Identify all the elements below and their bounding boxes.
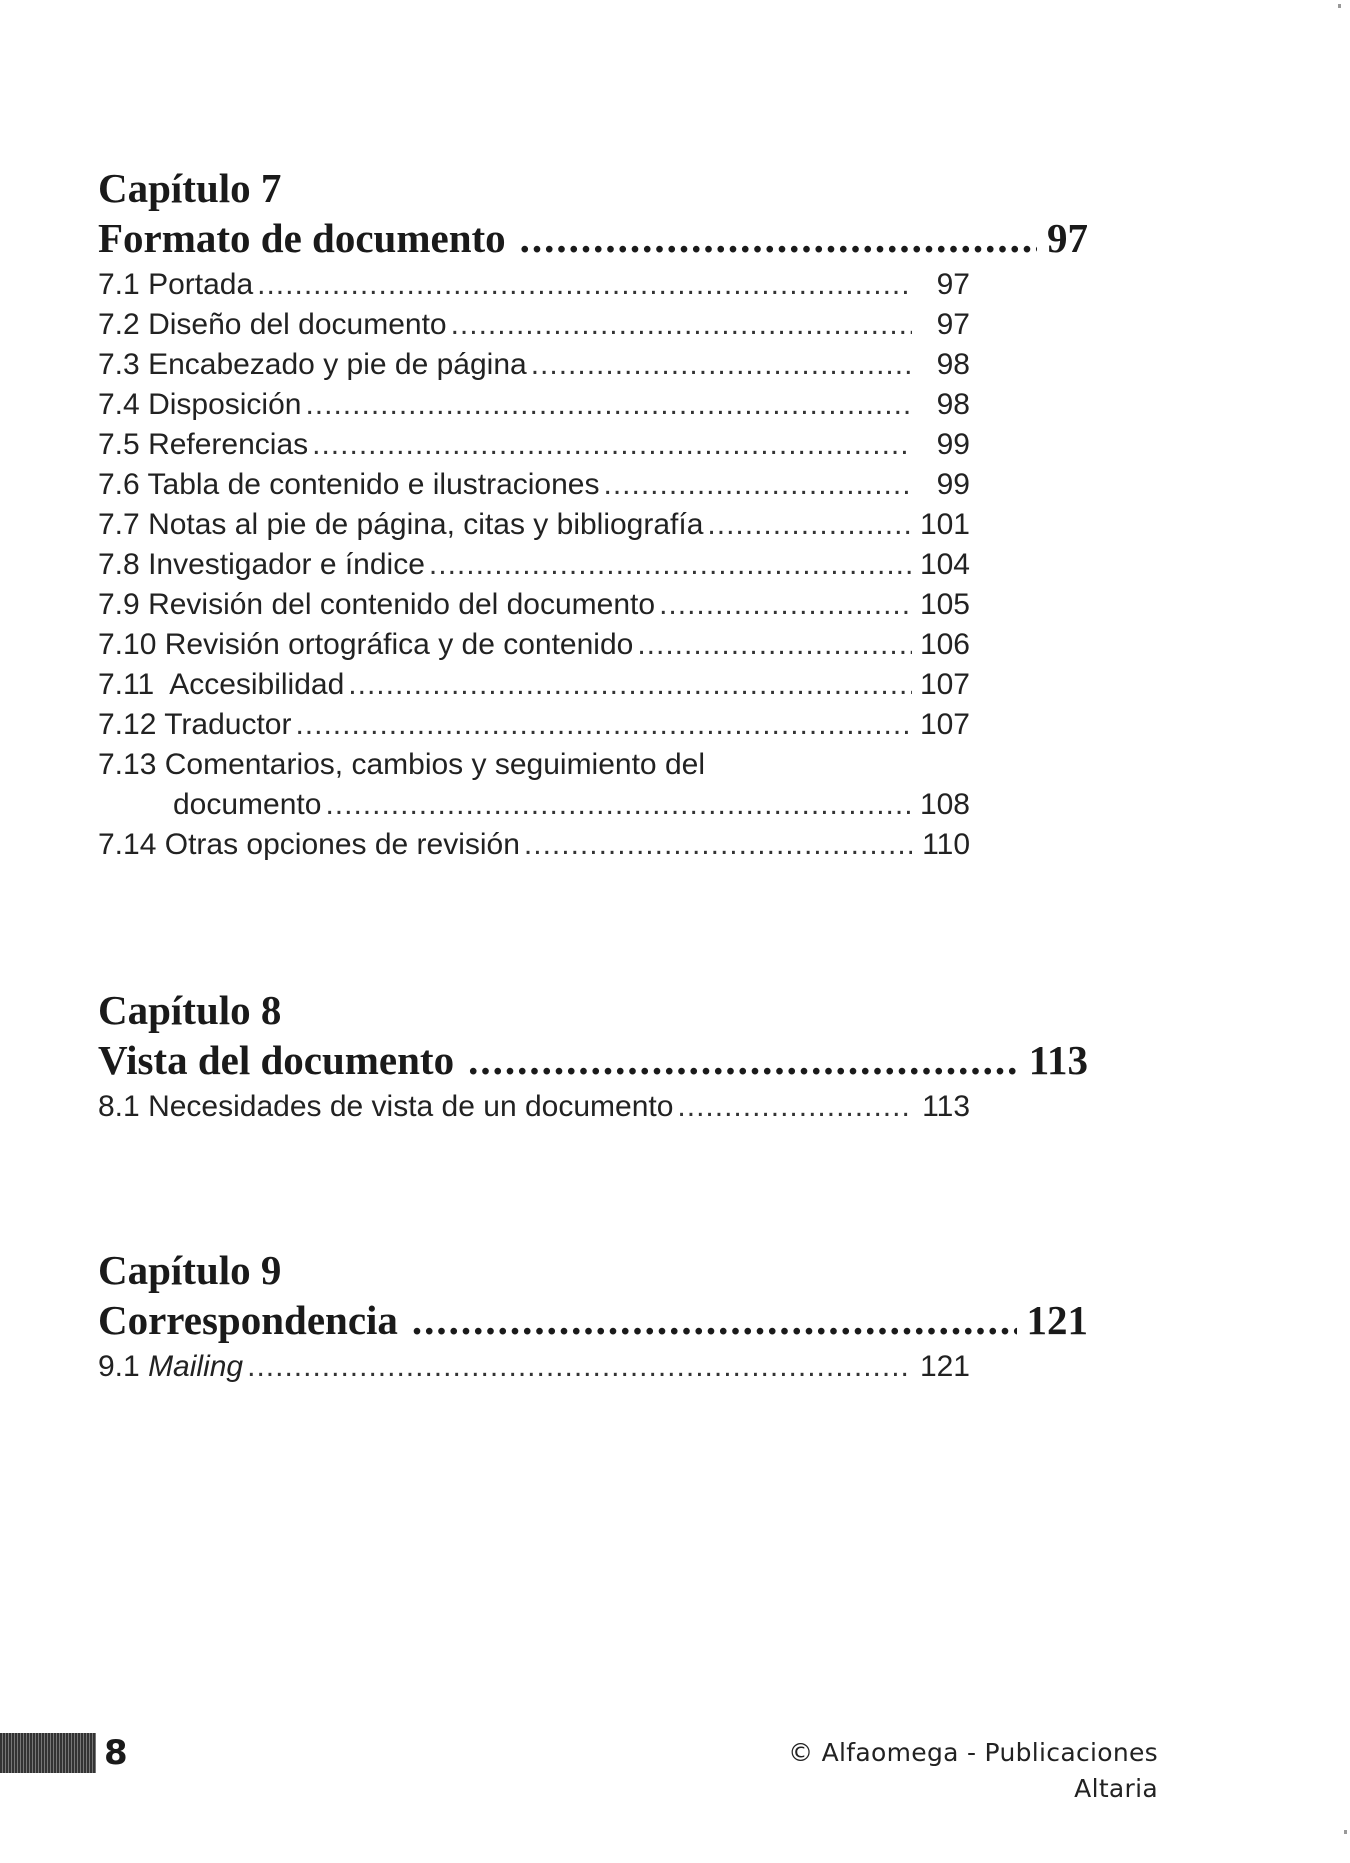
toc-entry-7-14[interactable] bbox=[98, 825, 970, 865]
entry-text: Comentarios, cambios y seguimiento del bbox=[164, 748, 705, 781]
entry-number: 7.4 bbox=[98, 388, 140, 421]
scan-mark bbox=[1344, 1830, 1347, 1834]
entry-number: 7.6 bbox=[98, 468, 140, 501]
dot-leader bbox=[412, 1295, 1017, 1345]
entry-number: 7.14 bbox=[98, 828, 157, 861]
chapter-7 bbox=[98, 163, 1088, 865]
toc-entry-7-5[interactable] bbox=[98, 425, 970, 465]
entry-number: 7.5 bbox=[98, 428, 140, 461]
chapter-title: Formato de documento bbox=[98, 215, 506, 261]
toc-entries bbox=[98, 265, 970, 865]
chapter-title-row[interactable] bbox=[98, 1295, 1088, 1345]
chapter-label: Capítulo 7 bbox=[98, 165, 282, 211]
dot-leader bbox=[659, 585, 912, 625]
toc-entry-7-2[interactable] bbox=[98, 305, 970, 345]
entry-number: 7.11 bbox=[98, 668, 155, 701]
dot-leader bbox=[257, 265, 912, 305]
chapter-page: 113 bbox=[1028, 1037, 1088, 1083]
entry-page: 108 bbox=[919, 788, 970, 821]
toc-entry-8-1[interactable] bbox=[98, 1087, 970, 1127]
toc-entry-7-9[interactable] bbox=[98, 585, 970, 625]
entry-page: 97 bbox=[936, 268, 970, 301]
dot-leader bbox=[707, 505, 912, 545]
toc-entry-7-4[interactable] bbox=[98, 385, 970, 425]
chapter-title-row[interactable] bbox=[98, 1035, 1088, 1085]
entry-number: 7.7 bbox=[98, 508, 140, 541]
entry-text: Tabla de contenido e ilustraciones bbox=[147, 468, 600, 501]
toc-entry-7-7[interactable] bbox=[98, 505, 970, 545]
entry-page: 98 bbox=[936, 388, 970, 421]
entry-page: 99 bbox=[936, 428, 970, 461]
dot-leader bbox=[247, 1347, 912, 1387]
entry-text: Traductor bbox=[164, 708, 292, 741]
dot-leader bbox=[637, 625, 912, 665]
copyright-notice: © Alfaomega - Publicaciones Altaria bbox=[788, 1738, 1158, 1803]
toc-entry-9-1[interactable] bbox=[98, 1347, 970, 1387]
entry-text: Revisión del contenido del documento bbox=[148, 588, 656, 621]
footer-tab-bar bbox=[0, 1733, 96, 1773]
entry-page: 106 bbox=[919, 628, 970, 661]
entry-number: 7.10 bbox=[98, 628, 157, 661]
dot-leader bbox=[531, 345, 912, 385]
dot-leader bbox=[429, 545, 912, 585]
dot-leader bbox=[520, 213, 1037, 263]
entry-page: 107 bbox=[919, 668, 970, 701]
entry-page: 105 bbox=[919, 588, 970, 621]
dot-leader bbox=[312, 425, 912, 465]
chapter-page: 97 bbox=[1047, 215, 1088, 261]
entry-number: 7.9 bbox=[98, 588, 140, 621]
entry-page: 121 bbox=[919, 1350, 970, 1383]
toc-entry-7-11[interactable] bbox=[98, 665, 970, 705]
toc-entry-7-6[interactable] bbox=[98, 465, 970, 505]
chapter-label: Capítulo 9 bbox=[98, 1247, 282, 1293]
entry-number: 8.1 bbox=[98, 1090, 140, 1123]
entry-text: Diseño del documento bbox=[148, 308, 447, 341]
entry-text: Revisión ortográfica y de contenido bbox=[164, 628, 634, 661]
toc-entry-7-13[interactable] bbox=[98, 745, 970, 785]
dot-leader bbox=[468, 1035, 1019, 1085]
dot-leader bbox=[325, 785, 912, 825]
entry-page: 99 bbox=[936, 468, 970, 501]
dot-leader bbox=[295, 705, 912, 745]
entry-text: Mailing bbox=[148, 1350, 244, 1383]
entry-number: 7.12 bbox=[98, 708, 157, 741]
entry-number: 7.1 bbox=[98, 268, 140, 301]
chapter-9 bbox=[98, 1245, 1088, 1387]
chapter-title: Vista del documento bbox=[98, 1037, 455, 1083]
entry-page: 104 bbox=[919, 548, 970, 581]
toc-entry-7-12[interactable] bbox=[98, 705, 970, 745]
dot-leader bbox=[603, 465, 912, 505]
entry-page: 98 bbox=[936, 348, 970, 381]
toc-entry-7-10[interactable] bbox=[98, 625, 970, 665]
entry-number: 7.3 bbox=[98, 348, 140, 381]
entry-number: 9.1 bbox=[98, 1350, 140, 1383]
entry-page: 107 bbox=[919, 708, 970, 741]
chapter-title-row[interactable] bbox=[98, 213, 1088, 263]
toc-entries bbox=[98, 1347, 970, 1387]
entry-text: Portada bbox=[148, 268, 254, 301]
chapter-title: Correspondencia bbox=[98, 1297, 398, 1343]
entry-text: Referencias bbox=[148, 428, 309, 461]
entry-text: Notas al pie de página, citas y bibliografía bbox=[148, 508, 704, 541]
dot-leader bbox=[305, 385, 912, 425]
toc-entry-7-8[interactable] bbox=[98, 545, 970, 585]
entry-text: Necesidades de vista de un documento bbox=[148, 1090, 674, 1123]
chapter-page: 121 bbox=[1026, 1297, 1088, 1343]
entry-text: Disposición bbox=[148, 388, 302, 421]
dot-leader bbox=[524, 825, 912, 865]
toc-entry-7-3[interactable] bbox=[98, 345, 970, 385]
toc-entries bbox=[98, 1087, 970, 1127]
entry-number: 7.13 bbox=[98, 748, 157, 781]
dot-leader bbox=[451, 305, 912, 345]
dot-leader bbox=[348, 665, 912, 705]
entry-text: Accesibilidad bbox=[169, 668, 345, 701]
entry-number: 7.8 bbox=[98, 548, 140, 581]
chapter-8 bbox=[98, 985, 1088, 1127]
dot-leader bbox=[677, 1087, 912, 1127]
entry-number: 7.2 bbox=[98, 308, 140, 341]
toc-entry-7-1[interactable] bbox=[98, 265, 970, 305]
entry-page: 113 bbox=[922, 1090, 970, 1123]
toc-entry-7-13-continued[interactable] bbox=[98, 785, 970, 825]
entry-text: Otras opciones de revisión bbox=[164, 828, 520, 861]
page-number: 8 bbox=[104, 1733, 128, 1773]
entry-page: 101 bbox=[919, 508, 970, 541]
chapter-label: Capítulo 8 bbox=[98, 987, 282, 1033]
entry-page: 110 bbox=[922, 828, 970, 861]
entry-text: Investigador e índice bbox=[148, 548, 425, 581]
entry-text-continued: documento bbox=[173, 788, 322, 821]
scan-mark bbox=[1338, 4, 1341, 8]
entry-page: 97 bbox=[936, 308, 970, 341]
entry-text: Encabezado y pie de página bbox=[148, 348, 527, 381]
